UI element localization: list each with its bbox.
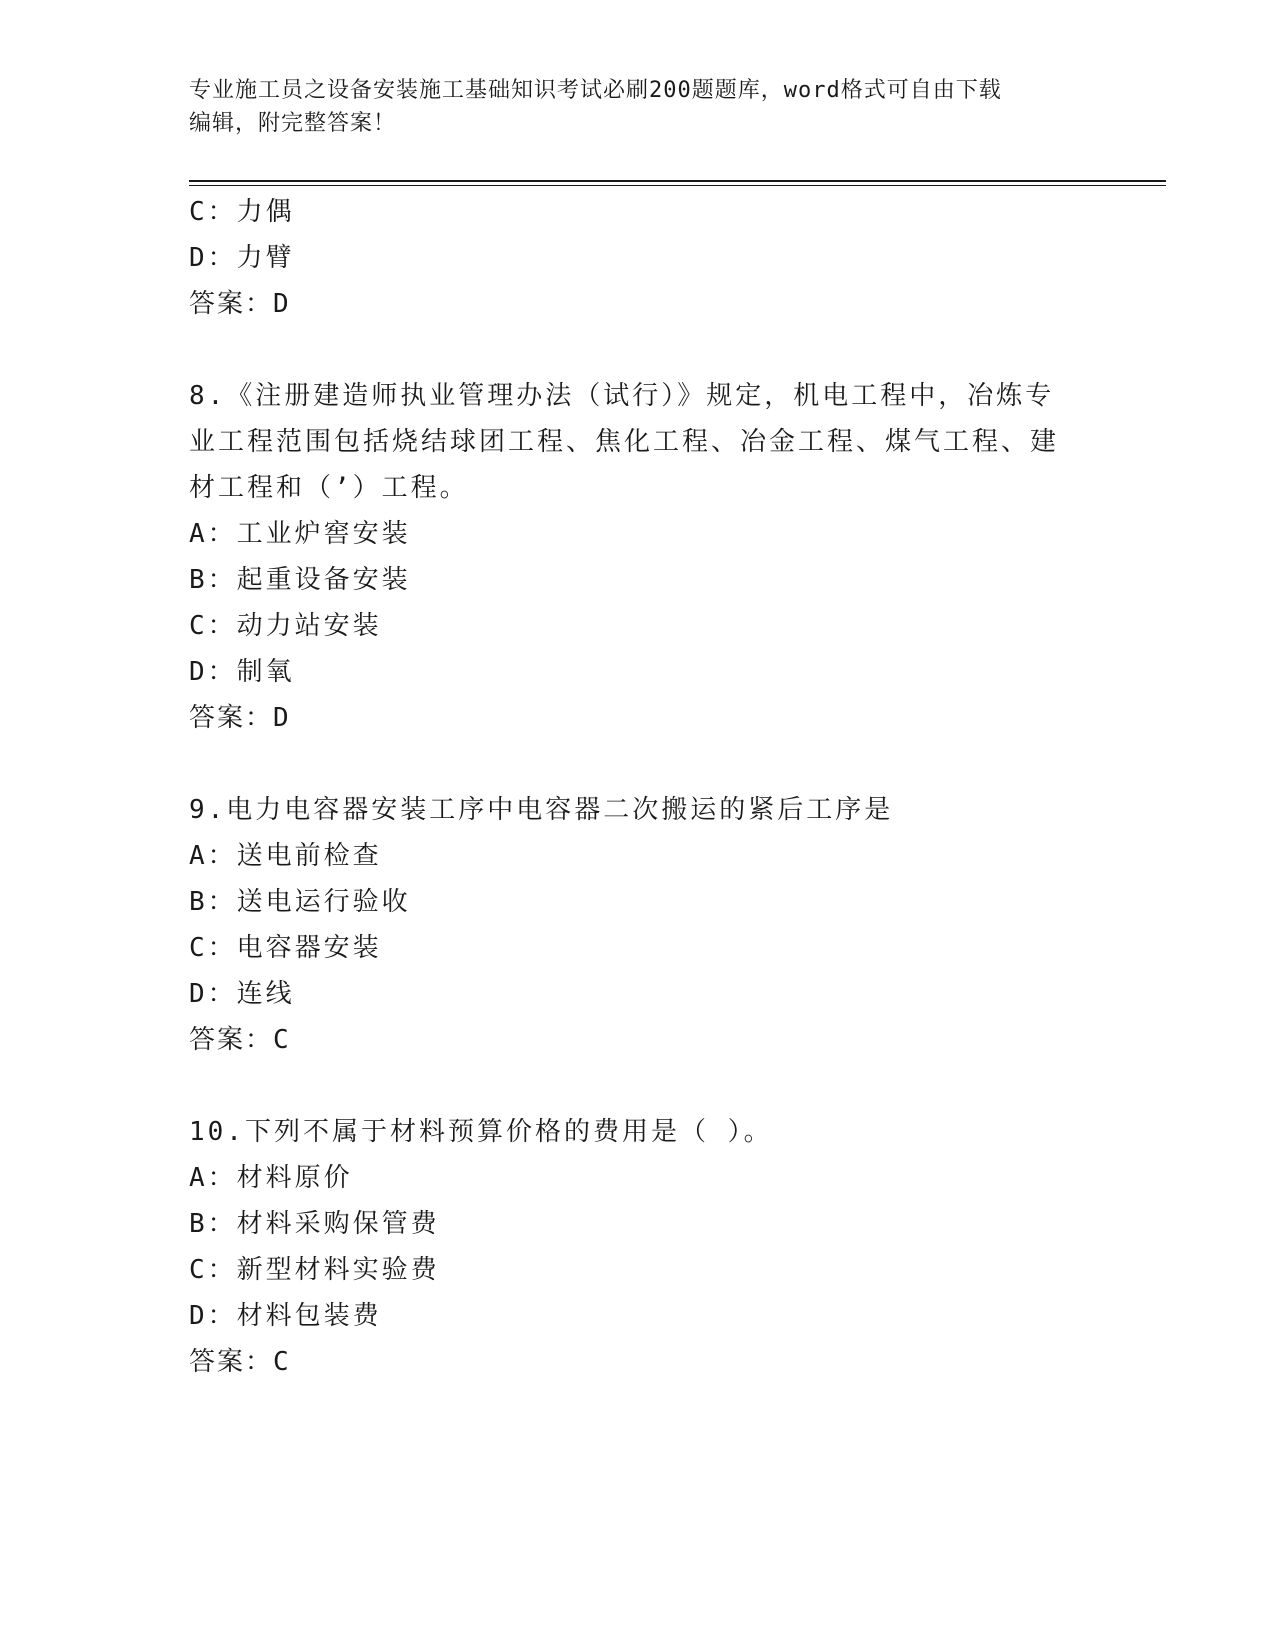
question-text-line: 10.下列不属于材料预算价格的费用是（ ）。 — [189, 1117, 773, 1147]
option-c: C：新型材料实验费 — [189, 1255, 440, 1285]
answer: 答案：C — [189, 1025, 291, 1055]
question-10 — [189, 1109, 1089, 1385]
option-a: A：送电前检查 — [189, 841, 382, 871]
option-b: B：材料采购保管费 — [189, 1209, 440, 1239]
answer: 答案：D — [189, 289, 291, 319]
option-b: B：送电运行验收 — [189, 887, 411, 917]
answer: 答案：C — [189, 1347, 291, 1377]
option-d: D：制氧 — [189, 657, 295, 687]
option-d: D：连线 — [189, 979, 295, 1009]
option-d: D：力臂 — [189, 243, 295, 273]
question-text-line: 材工程和（’）工程。 — [189, 473, 469, 503]
question-text-line: 8.《注册建造师执业管理办法（试行）》规定，机电工程中，冶炼专 — [189, 381, 1055, 411]
option-d: D：材料包装费 — [189, 1301, 382, 1331]
question-list — [189, 189, 1089, 1385]
option-c: C：动力站安装 — [189, 611, 382, 641]
answer: 答案：D — [189, 703, 291, 733]
option-b: B：起重设备安装 — [189, 565, 411, 595]
question-8 — [189, 373, 1089, 741]
document-header — [189, 74, 1089, 140]
option-a: A：材料原价 — [189, 1163, 353, 1193]
question-9 — [189, 787, 1089, 1063]
header-divider-thin — [189, 185, 1166, 186]
header-divider-thick — [189, 180, 1166, 182]
question-text-line: 业工程范围包括烧结球团工程、焦化工程、冶金工程、煤气工程、建 — [189, 427, 1060, 457]
option-c: C：电容器安装 — [189, 933, 382, 963]
header-line-1: 专业施工员之设备安装施工基础知识考试必刷200题题库，word格式可自由下载 — [189, 78, 1002, 103]
option-a: A：工业炉窖安装 — [189, 519, 411, 549]
question-7-tail — [189, 189, 1089, 327]
header-line-2: 编辑，附完整答案！ — [189, 111, 397, 136]
option-c: C：力偶 — [189, 197, 295, 227]
question-text-line: 9.电力电容器安装工序中电容器二次搬运的紧后工序是 — [189, 795, 894, 825]
